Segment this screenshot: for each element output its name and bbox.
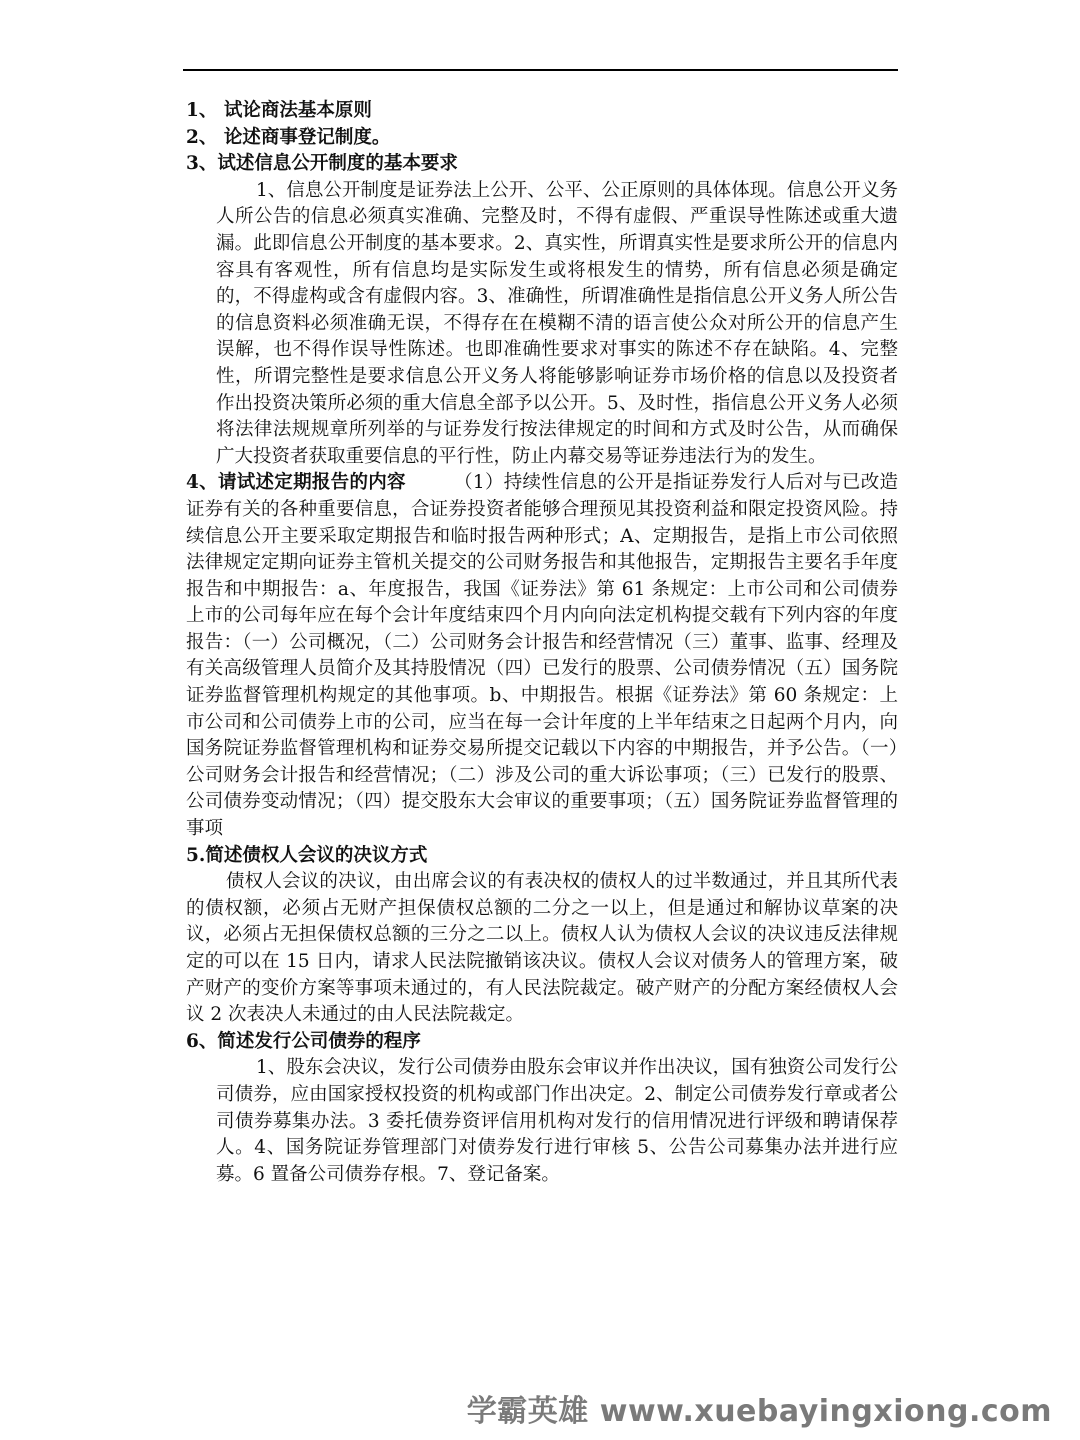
question-5-heading: 5.简述债权人会议的决议方式	[186, 844, 428, 866]
answer-5-paragraph: 债权人会议的决议，由出席会议的有表决权的债权人的过半数通过，并且其所代表的债权额，必须占无财产担保债权总额的二分之一以上，但是通过和解协议草案的决议，必须占无担保债权总额的三分之二以上。债权人认为债权人会议的决议违反法律规定的可以在 15 日内，请求人民法院撤销该决议。债权人会议对债务人的管理方案，破产财产的变价方案等事项未通过的，有人民法院裁定。破产财产的分配方案经债权人会议 2 次表决人未通过的由人民法院裁定。	[186, 871, 898, 1026]
header-rule	[183, 69, 898, 71]
question-3-heading: 3、试述信息公开制度的基本要求	[186, 153, 458, 175]
answer-6-paragraph: 1、股东会决议，发行公司债券由股东会审议并作出决议，国有独资公司发行公司债券，应由国家授权投资的机构或部门作出决定。2、制定公司债券发行章或者公司债券募集办法。3 委托债券资评信用机构对发行的信用情况进行评级和聘请保荐人。4、国务院证券管理部门对债券发行进行审核 5、公告公司募集办法并进行应募。6 置备公司债券存根。7、登记备案。	[216, 1057, 898, 1185]
question-1-heading: 1、 试论商法基本原则	[186, 100, 372, 121]
question-2-heading: 2、 论述商事登记制度。	[186, 126, 391, 148]
question-4-block	[186, 470, 898, 842]
site-watermark: 学霸英雄 www.xuebayingxiong.com	[466, 1394, 1052, 1429]
question-4-heading: 4、请试述定期报告的内容	[186, 472, 406, 494]
answer-4-paragraph: （1）持续性信息的公开是指证券发行人后对与已改造证券有关的各种重要信息，合证券投资者能够合理预见其投资利益和限定投资风险。持续信息公开主要采取定期报告和临时报告两种形式；A、定期报告，是指上市公司依照法律规定定期向证券主管机关提交的公司财务报告和其他报告，定期报告主要名手年度报告和中期报告：a、年度报告，我国《证券法》第 61 条规定：上市公司和公司债券上市的公司每年应在每个会计年度结束四个月内向向法定机构提交载有下列内容的年度报告：（一）公司概况，（二）公司财务会计报告和经营情况（三）董事、监事、经理及有关高级管理人员简介及其持股情况（四）已发行的股票、公司债券情况（五）国务院证券监督管理机构规定的其他事项。b、中期报告。根据《证券法》第 60 条规定：上市公司和公司债券上市的公司，应当在每一会计年度的上半年结束之日起两个月内，向国务院证券监督管理机构和证券交易所提交记载以下内容的中期报告，并予公告。（一）公司财务会计报告和经营情况；（二）涉及公司的重大诉讼事项；（三）已发行的股票、公司债券变动情况；（四）提交股东大会审议的重要事项；（五）国务院证券监督管理的事项	[186, 472, 898, 840]
document-body	[186, 98, 898, 1188]
answer-3-paragraph: 1、信息公开制度是证券法上公开、公平、公正原则的具体体现。信息公开义务人所公告的信息必须真实准确、完整及时，不得有虚假、严重误导性陈述或重大遗漏。此即信息公开制度的基本要求。2、真实性，所谓真实性是要求所公开的信息内容具有客观性，所有信息均是实际发生或将根发生的情势，所有信息必须是确定的，不得虚构或含有虚假内容。3、准确性，所谓准确性是指信息公开义务人所公告的信息资料必须准确无误，不得存在在模糊不清的语言使公众对所公开的信息产生误解，也不得作误导性陈述。也即准确性要求对事实的陈述不存在缺陷。4、完整性，所谓完整性是要求信息公开义务人将能够影响证券市场价格的信息以及投资者作出投资决策所必须的重大信息全部予以公开。5、及时性，指信息公开义务人必须将法律法规规章所列举的与证券发行按法律规定的时间和方式及时公告，从而确保广大投资者获取重要信息的平行性，防止内幕交易等证券违法行为的发生。	[216, 179, 898, 467]
question-6-heading: 6、简述发行公司债券的程序	[186, 1030, 421, 1052]
